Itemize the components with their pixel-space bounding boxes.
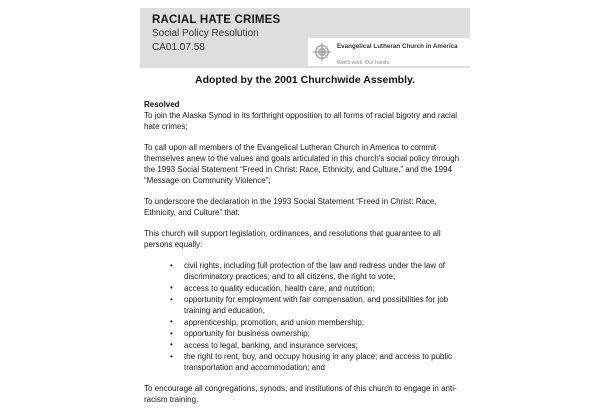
paragraph: This church will support legislation, ordinances, and resolutions that guarantee to all persons equally: xyxy=(144,229,441,249)
closing-paragraph: To encourage all congregations, synods, and institutions of this church to engage in anti-racism training. xyxy=(144,384,457,404)
adopted-statement: Adopted by the 2001 Churchwide Assembly. xyxy=(195,74,415,86)
resolution-content xyxy=(140,100,470,405)
document-subtitle: Social Policy Resolution xyxy=(152,28,259,39)
section-heading-resolved: Resolved xyxy=(144,100,180,109)
paragraph: To underscore the declaration in the 1993 Social Statement “Freed in Christ: Race, Ethnicity, and Culture” that: xyxy=(144,197,437,217)
paragraph: To call upon all members of the Evangelical Lutheran Church in America to commit themselves anew to the values and goals articulated in this church's social policy through the 1993 Social Statement “Freed in Christ: Race, Ethnicity, and Culture,” and the 1994 “Message on Community Violence”; xyxy=(144,143,460,185)
list-item: • opportunity for employment with fair compensation, and possibilities for job training and education, xyxy=(144,294,460,316)
list-item: • access to quality education, health care, and nutrition; xyxy=(144,283,460,294)
logo-wordmark xyxy=(337,36,470,68)
list-item: • access to legal, banking, and insurance services; xyxy=(144,340,460,351)
document-code: CA01.07.58 xyxy=(152,42,205,53)
guarantee-list xyxy=(144,260,460,373)
document-body xyxy=(140,74,470,415)
paragraph: To join the Alaska Synod in its forthright opposition to all forms of racial bigotry and racial hate crimes; xyxy=(144,111,458,131)
page-title: RACIAL HATE CRIMES xyxy=(152,14,281,26)
elca-celtic-cross-icon xyxy=(312,42,332,62)
list-item: • apprenticeship, promotion, and union membership; xyxy=(144,317,460,328)
organization-logo xyxy=(308,38,470,66)
organization-name: Evangelical Lutheran Church in America xyxy=(337,43,458,50)
organization-tagline: God's work. Our hands. xyxy=(337,60,391,66)
list-item: • the right to rent, buy, and occupy housing in any place; and access to public transportation and accommodation; and xyxy=(144,351,460,373)
document-page xyxy=(140,0,470,404)
list-item: • civil rights, including full protection of the law and redress under the law of discriminatory practices; and to all citizens, the right to vote; xyxy=(144,260,460,282)
list-item: • opportunity for business ownership; xyxy=(144,328,460,339)
